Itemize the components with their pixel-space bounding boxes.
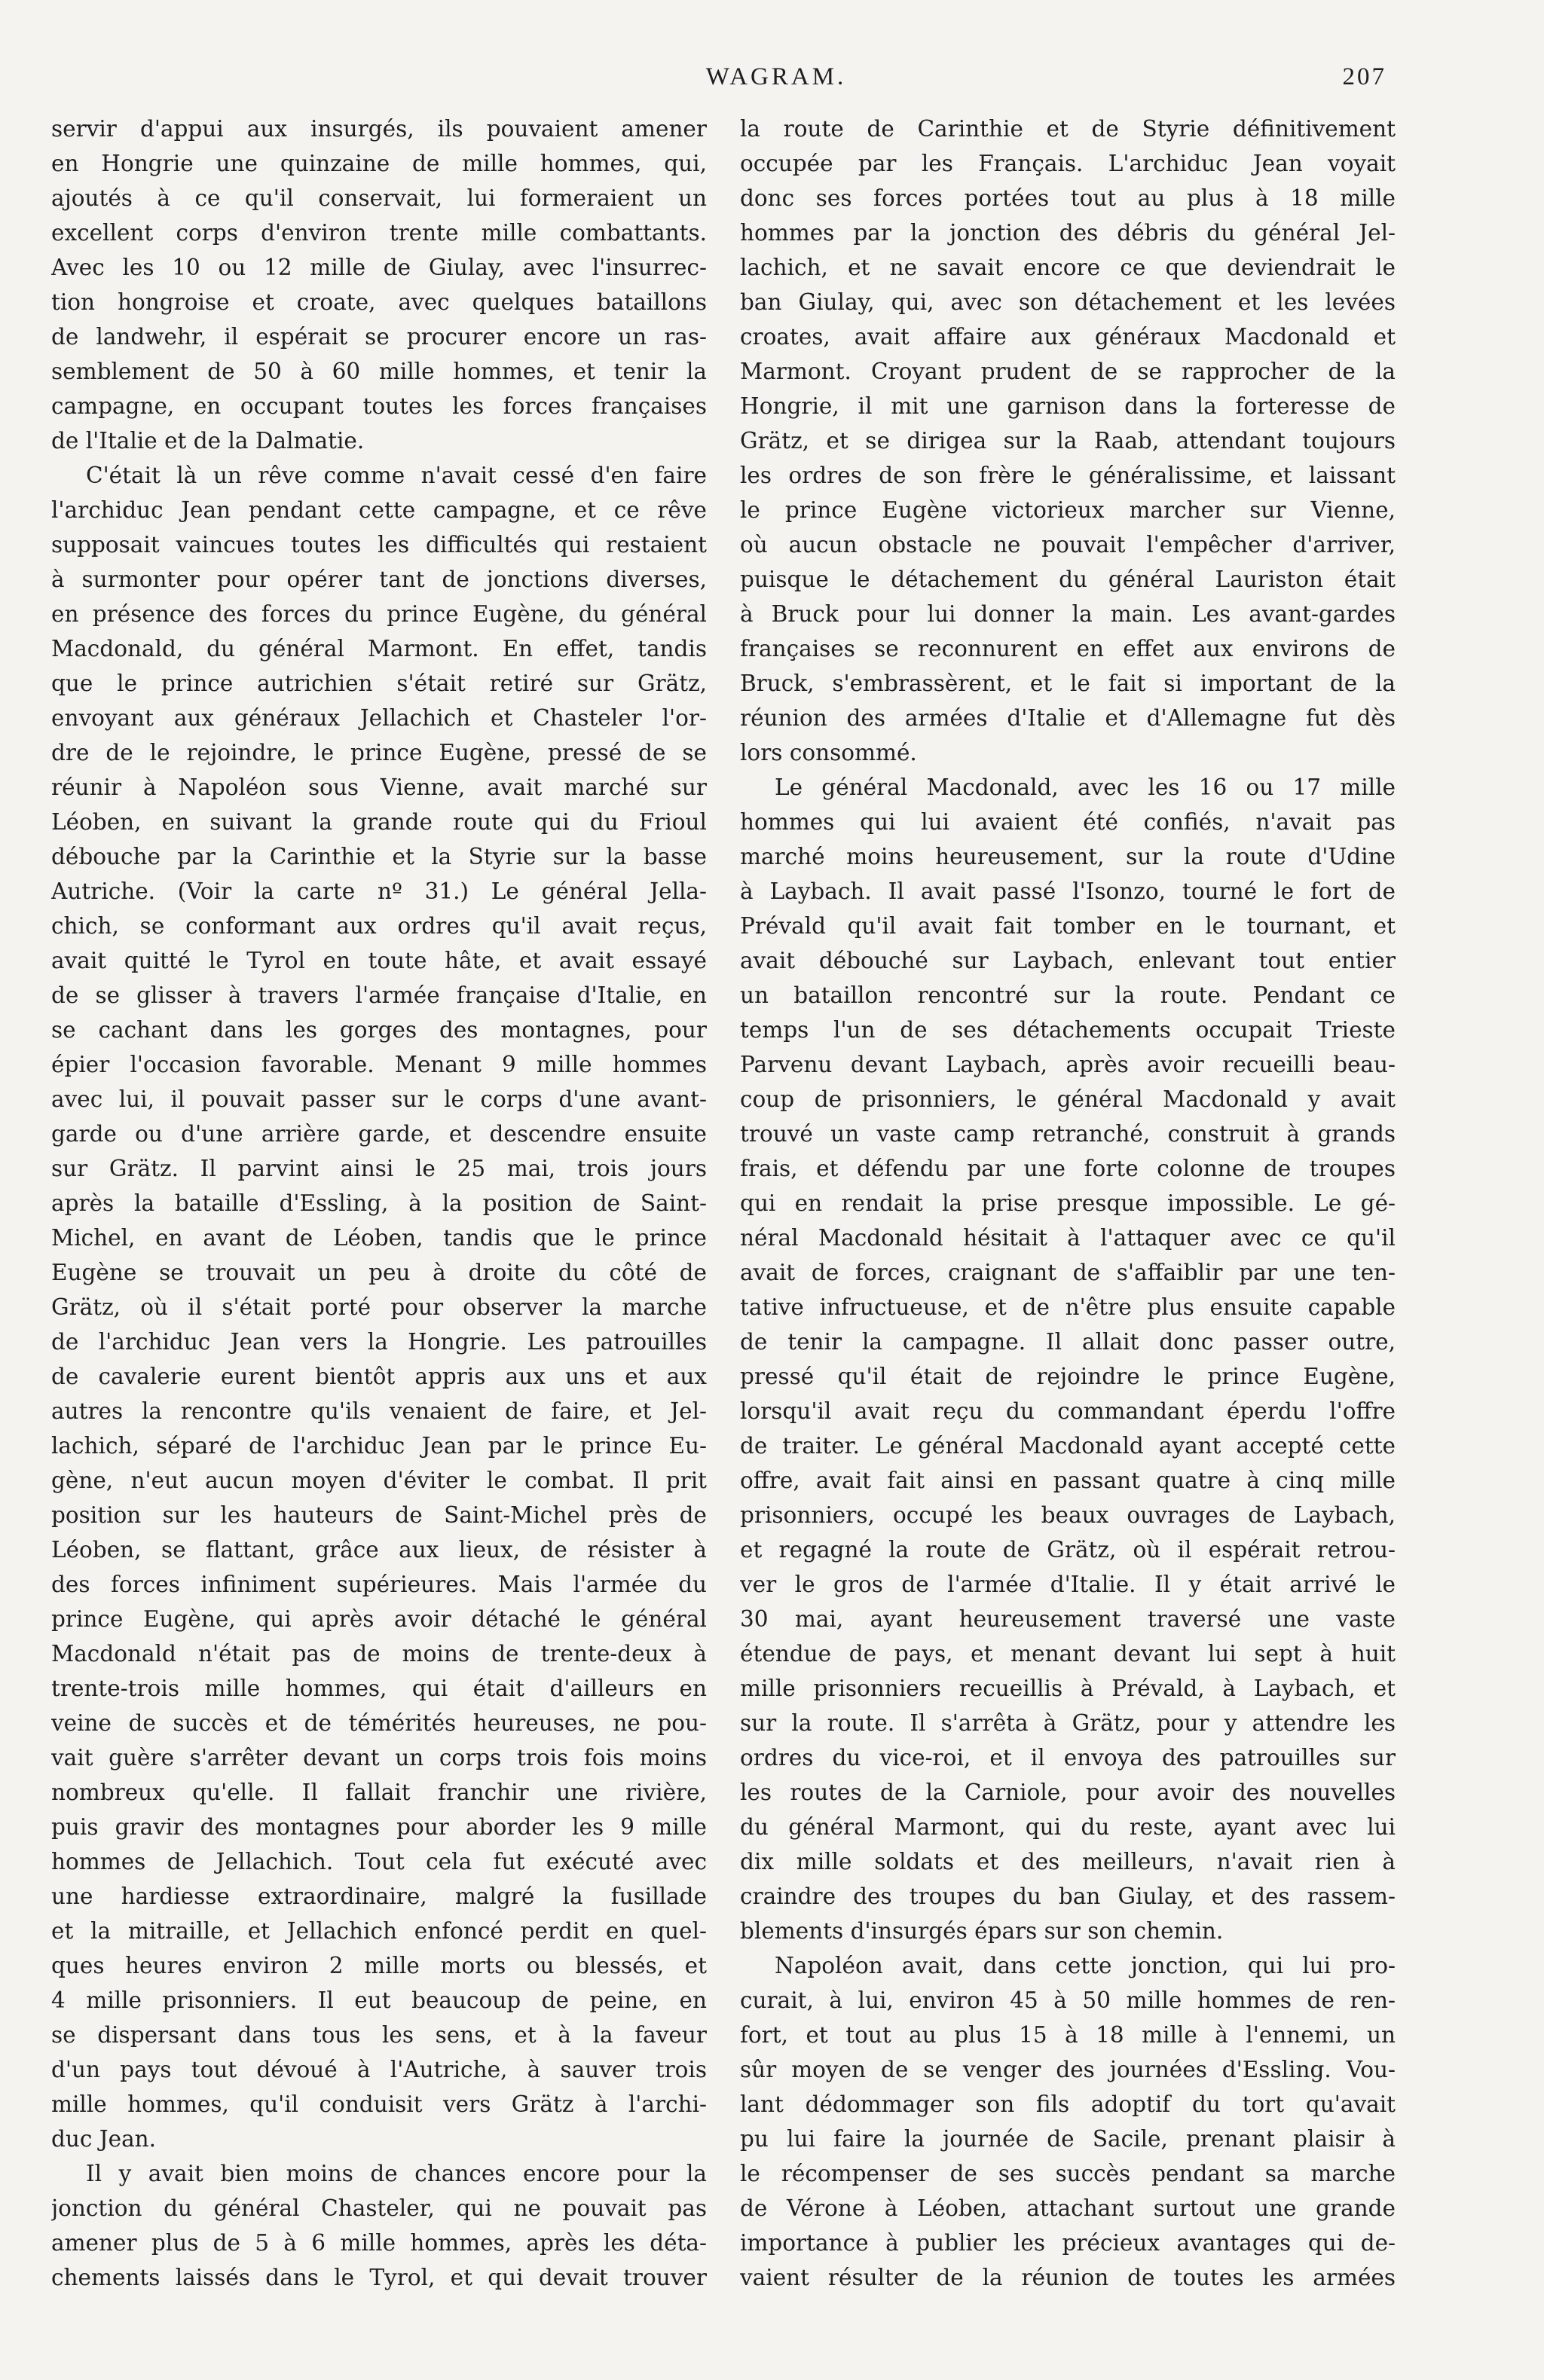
- text-line: Léoben, se flattant, grâce aux lieux, de résister à: [51, 1537, 707, 1563]
- text-line: Autriche. (Voir la carte nº 31.) Le général Jella-: [51, 878, 707, 904]
- text-line: se cachant dans les gorges des montagnes, pour: [51, 1017, 707, 1043]
- text-line: 30 mai, ayant heureusement traversé une vaste: [740, 1606, 1396, 1632]
- text-line: se dispersant dans tous les sens, et à la faveur: [51, 2022, 707, 2048]
- text-line: le prince Eugène victorieux marcher sur Vienne,: [740, 497, 1396, 523]
- text-line: trouvé un vaste camp retranché, construit à grands: [740, 1121, 1396, 1147]
- text-line: Parvenu devant Laybach, après avoir recueilli beau-: [740, 1052, 1396, 1077]
- text-line: Grätz, où il s'était porté pour observer la marche: [51, 1294, 707, 1320]
- text-line: réunir à Napoléon sous Vienne, avait marché sur: [51, 774, 707, 800]
- text-line: marché moins heureusement, sur la route d'Udine: [740, 844, 1396, 869]
- text-line: lors consommé.: [740, 740, 917, 765]
- text-line: vaient résulter de la réunion de toutes les armées: [740, 2265, 1396, 2290]
- text-line: vait guère s'arrêter devant un corps trois fois moins: [51, 1745, 707, 1770]
- text-line: ver le gros de l'armée d'Italie. Il y était arrivé le: [740, 1572, 1396, 1597]
- text-line: Eugène se trouvait un peu à droite du côté de: [51, 1260, 707, 1285]
- text-line: position sur les hauteurs de Saint-Michel près de: [51, 1502, 707, 1528]
- text-line: campagne, en occupant toutes les forces françaises: [51, 393, 707, 419]
- text-line: avait débouché sur Laybach, enlevant tout entier: [740, 948, 1396, 973]
- text-line: gène, n'eut aucun moyen d'éviter le combat. Il prit: [51, 1468, 707, 1493]
- text-line: croates, avait affaire aux généraux Macdonald et: [740, 324, 1396, 350]
- text-line: du général Marmont, qui du reste, ayant avec lui: [740, 1814, 1396, 1840]
- text-line: sûr moyen de se venger des journées d'Essling. Vou-: [740, 2057, 1396, 2082]
- text-line: ordres du vice-roi, et il envoya des patrouilles sur: [740, 1745, 1396, 1770]
- left-text-column: [51, 112, 707, 2295]
- text-line: avec lui, il pouvait passer sur le corps d'une avant-: [51, 1086, 707, 1112]
- text-line: amener plus de 5 à 6 mille hommes, après les déta-: [51, 2230, 707, 2256]
- text-line: jonction du général Chasteler, qui ne pouvait pas: [51, 2195, 707, 2221]
- text-line: C'était là un rêve comme n'avait cessé d'en faire: [86, 463, 707, 488]
- text-line: 4 mille prisonniers. Il eut beaucoup de peine, en: [51, 1987, 707, 2013]
- text-line: à Laybach. Il avait passé l'Isonzo, tourné le fort de: [740, 878, 1396, 904]
- text-line: frais, et défendu par une forte colonne de troupes: [740, 1156, 1396, 1181]
- text-line: duc Jean.: [51, 2126, 157, 2152]
- text-line: offre, avait fait ainsi en passant quatre à cinq mille: [740, 1468, 1396, 1493]
- text-line: des forces infiniment supérieures. Mais l'armée du: [51, 1572, 707, 1597]
- text-line: après la bataille d'Essling, à la position de Saint-: [51, 1190, 707, 1216]
- text-line: où aucun obstacle ne pouvait l'empêcher d'arriver,: [740, 532, 1396, 558]
- text-line: de se glisser à travers l'armée française d'Italie, en: [51, 982, 707, 1008]
- right-text-column: [740, 112, 1396, 2295]
- text-line: françaises se reconnurent en effet aux environs de: [740, 636, 1396, 661]
- text-line: craindre des troupes du ban Giulay, et des rassem-: [740, 1884, 1396, 1909]
- text-line: lant dédommager son fils adoptif du tort qu'avait: [740, 2091, 1396, 2117]
- text-line: Michel, en avant de Léoben, tandis que le prince: [51, 1225, 707, 1251]
- text-line: lachich, et ne savait encore ce que deviendrait le: [740, 255, 1396, 280]
- text-line: qui en rendait la prise presque impossible. Le gé-: [740, 1190, 1396, 1216]
- text-line: hommes de Jellachich. Tout cela fut exécuté avec: [51, 1849, 707, 1874]
- text-line: débouche par la Carinthie et la Styrie sur la basse: [51, 844, 707, 869]
- text-line: hommes qui lui avaient été confiés, n'avait pas: [740, 809, 1396, 835]
- text-line: d'un pays tout dévoué à l'Autriche, à sauver trois: [51, 2057, 707, 2082]
- text-line: un bataillon rencontré sur la route. Pendant ce: [740, 982, 1396, 1008]
- text-line: donc ses forces portées tout au plus à 18 mille: [740, 185, 1396, 211]
- text-line: de tenir la campagne. Il allait donc passer outre,: [740, 1329, 1396, 1355]
- text-line: dix mille soldats et des meilleurs, n'avait rien à: [740, 1849, 1396, 1874]
- text-line: ban Giulay, qui, avec son détachement et les levées: [740, 289, 1396, 315]
- text-line: veine de succès et de témérités heureuses, ne pou-: [51, 1710, 707, 1736]
- text-line: lachich, séparé de l'archiduc Jean par le prince Eu-: [51, 1433, 707, 1459]
- text-line: de traiter. Le général Macdonald ayant accepté cette: [740, 1433, 1396, 1459]
- text-line: fort, et tout au plus 15 à 18 mille à l'ennemi, un: [740, 2022, 1396, 2048]
- text-line: sur la route. Il s'arrêta à Grätz, pour y attendre les: [740, 1710, 1396, 1736]
- text-line: temps l'un de ses détachements occupait Trieste: [740, 1017, 1396, 1043]
- text-line: tion hongroise et croate, avec quelques bataillons: [51, 289, 707, 315]
- text-line: Hongrie, il mit une garnison dans la forteresse de: [740, 393, 1396, 419]
- text-line: les ordres de son frère le généralissime, et laissant: [740, 463, 1396, 488]
- text-line: curait, à lui, environ 45 à 50 mille hommes de ren-: [740, 1987, 1396, 2013]
- text-line: en présence des forces du prince Eugène, du général: [51, 601, 707, 627]
- text-line: tative infructueuse, et de n'être plus ensuite capable: [740, 1294, 1396, 1320]
- text-line: sur Grätz. Il parvint ainsi le 25 mai, trois jours: [51, 1156, 707, 1181]
- text-line: Prévald qu'il avait fait tomber en le tournant, et: [740, 913, 1396, 939]
- text-line: Napoléon avait, dans cette jonction, qui lui pro-: [775, 1953, 1396, 1978]
- text-line: garde ou d'une arrière garde, et descendre ensuite: [51, 1121, 707, 1147]
- text-line: occupée par les Français. L'archiduc Jean voyait: [740, 151, 1396, 176]
- text-line: les routes de la Carniole, pour avoir des nouvelles: [740, 1780, 1396, 1805]
- text-line: de cavalerie eurent bientôt appris aux uns et aux: [51, 1364, 707, 1389]
- text-line: puis gravir des montagnes pour aborder les 9 mille: [51, 1814, 707, 1840]
- text-line: lorsqu'il avait reçu du commandant éperdu l'offre: [740, 1398, 1396, 1424]
- text-line: hommes par la jonction des débris du général Jel-: [740, 220, 1396, 246]
- text-line: une hardiesse extraordinaire, malgré la fusillade: [51, 1884, 707, 1909]
- text-line: Le général Macdonald, avec les 16 ou 17 mille: [775, 774, 1396, 800]
- text-line: étendue de pays, et menant devant lui sept à huit: [740, 1641, 1396, 1667]
- text-line: avait quitté le Tyrol en toute hâte, et avait essayé: [51, 948, 707, 973]
- text-line: Bruck, s'embrassèrent, et le fait si important de la: [740, 671, 1396, 696]
- text-line: chich, se conformant aux ordres qu'il avait reçus,: [51, 913, 707, 939]
- text-line: en Hongrie une quinzaine de mille hommes, qui,: [51, 151, 707, 176]
- text-line: l'archiduc Jean pendant cette campagne, et ce rêve: [51, 497, 707, 523]
- text-line: et regagné la route de Grätz, où il espérait retrou-: [740, 1537, 1396, 1563]
- text-line: Macdonald, du général Marmont. En effet, tandis: [51, 636, 707, 661]
- text-line: Avec les 10 ou 12 mille de Giulay, avec l'insurrec-: [51, 255, 707, 280]
- text-line: excellent corps d'environ trente mille combattants.: [51, 220, 707, 246]
- text-line: semblement de 50 à 60 mille hommes, et tenir la: [51, 359, 707, 384]
- text-line: néral Macdonald hésitait à l'attaquer avec ce qu'il: [740, 1225, 1396, 1251]
- text-line: pressé qu'il était de rejoindre le prince Eugène,: [740, 1364, 1396, 1389]
- text-line: trente-trois mille hommes, qui était d'ailleurs en: [51, 1676, 707, 1701]
- text-line: prisonniers, occupé les beaux ouvrages de Laybach,: [740, 1502, 1396, 1528]
- text-line: réunion des armées d'Italie et d'Allemagne fut dès: [740, 705, 1396, 731]
- text-line: mille hommes, qu'il conduisit vers Grätz à l'archi-: [51, 2091, 707, 2117]
- running-title: WAGRAM.: [705, 63, 847, 90]
- text-line: de l'Italie et de la Dalmatie.: [51, 428, 365, 454]
- text-line: supposait vaincues toutes les difficultés qui restaient: [51, 532, 707, 558]
- text-line: Léoben, en suivant la grande route qui du Frioul: [51, 809, 707, 835]
- text-line: de l'archiduc Jean vers la Hongrie. Les patrouilles: [51, 1329, 707, 1355]
- text-line: dre de le rejoindre, le prince Eugène, pressé de se: [51, 740, 707, 765]
- text-line: chements laissés dans le Tyrol, et qui devait trouver: [51, 2265, 707, 2290]
- text-line: Il y avait bien moins de chances encore pour la: [86, 2161, 707, 2186]
- text-line: épier l'occasion favorable. Menant 9 mille hommes: [51, 1052, 707, 1077]
- text-line: et la mitraille, et Jellachich enfoncé perdit en quel-: [51, 1918, 707, 1944]
- text-line: Marmont. Croyant prudent de se rapprocher de la: [740, 359, 1396, 384]
- text-line: puisque le détachement du général Lauriston était: [740, 567, 1396, 592]
- text-line: ajoutés à ce qu'il conservait, lui formeraient un: [51, 185, 707, 211]
- running-header: [0, 63, 1544, 98]
- text-line: la route de Carinthie et de Styrie définitivement: [740, 116, 1396, 142]
- text-line: servir d'appui aux insurgés, ils pouvaient amener: [51, 116, 707, 142]
- text-line: prince Eugène, qui après avoir détaché le général: [51, 1606, 707, 1632]
- text-line: importance à publier les précieux avantages qui de-: [740, 2230, 1396, 2256]
- text-line: ques heures environ 2 mille morts ou blessés, et: [51, 1953, 707, 1978]
- text-line: pu lui faire la journée de Sacile, prenant plaisir à: [740, 2126, 1396, 2152]
- text-line: mille prisonniers recueillis à Prévald, à Laybach, et: [740, 1676, 1396, 1701]
- text-line: que le prince autrichien s'était retiré sur Grätz,: [51, 671, 707, 696]
- text-line: de landwehr, il espérait se procurer encore un ras-: [51, 324, 707, 350]
- page-number: 207: [1342, 63, 1387, 90]
- text-line: avait de forces, craignant de s'affaiblir par une ten-: [740, 1260, 1396, 1285]
- text-line: Macdonald n'était pas de moins de trente-deux à: [51, 1641, 707, 1667]
- text-line: blements d'insurgés épars sur son chemin.: [740, 1918, 1224, 1944]
- text-line: nombreux qu'elle. Il fallait franchir une rivière,: [51, 1780, 707, 1805]
- text-line: envoyant aux généraux Jellachich et Chasteler l'or-: [51, 705, 707, 731]
- text-line: autres la rencontre qu'ils venaient de faire, et Jel-: [51, 1398, 707, 1424]
- text-line: à surmonter pour opérer tant de jonctions diverses,: [51, 567, 707, 592]
- text-line: de Vérone à Léoben, attachant surtout une grande: [740, 2195, 1396, 2221]
- text-line: Grätz, et se dirigea sur la Raab, attendant toujours: [740, 428, 1396, 454]
- text-line: à Bruck pour lui donner la main. Les avant-gardes: [740, 601, 1396, 627]
- text-line: coup de prisonniers, le général Macdonald y avait: [740, 1086, 1396, 1112]
- text-line: le récompenser de ses succès pendant sa marche: [740, 2161, 1396, 2186]
